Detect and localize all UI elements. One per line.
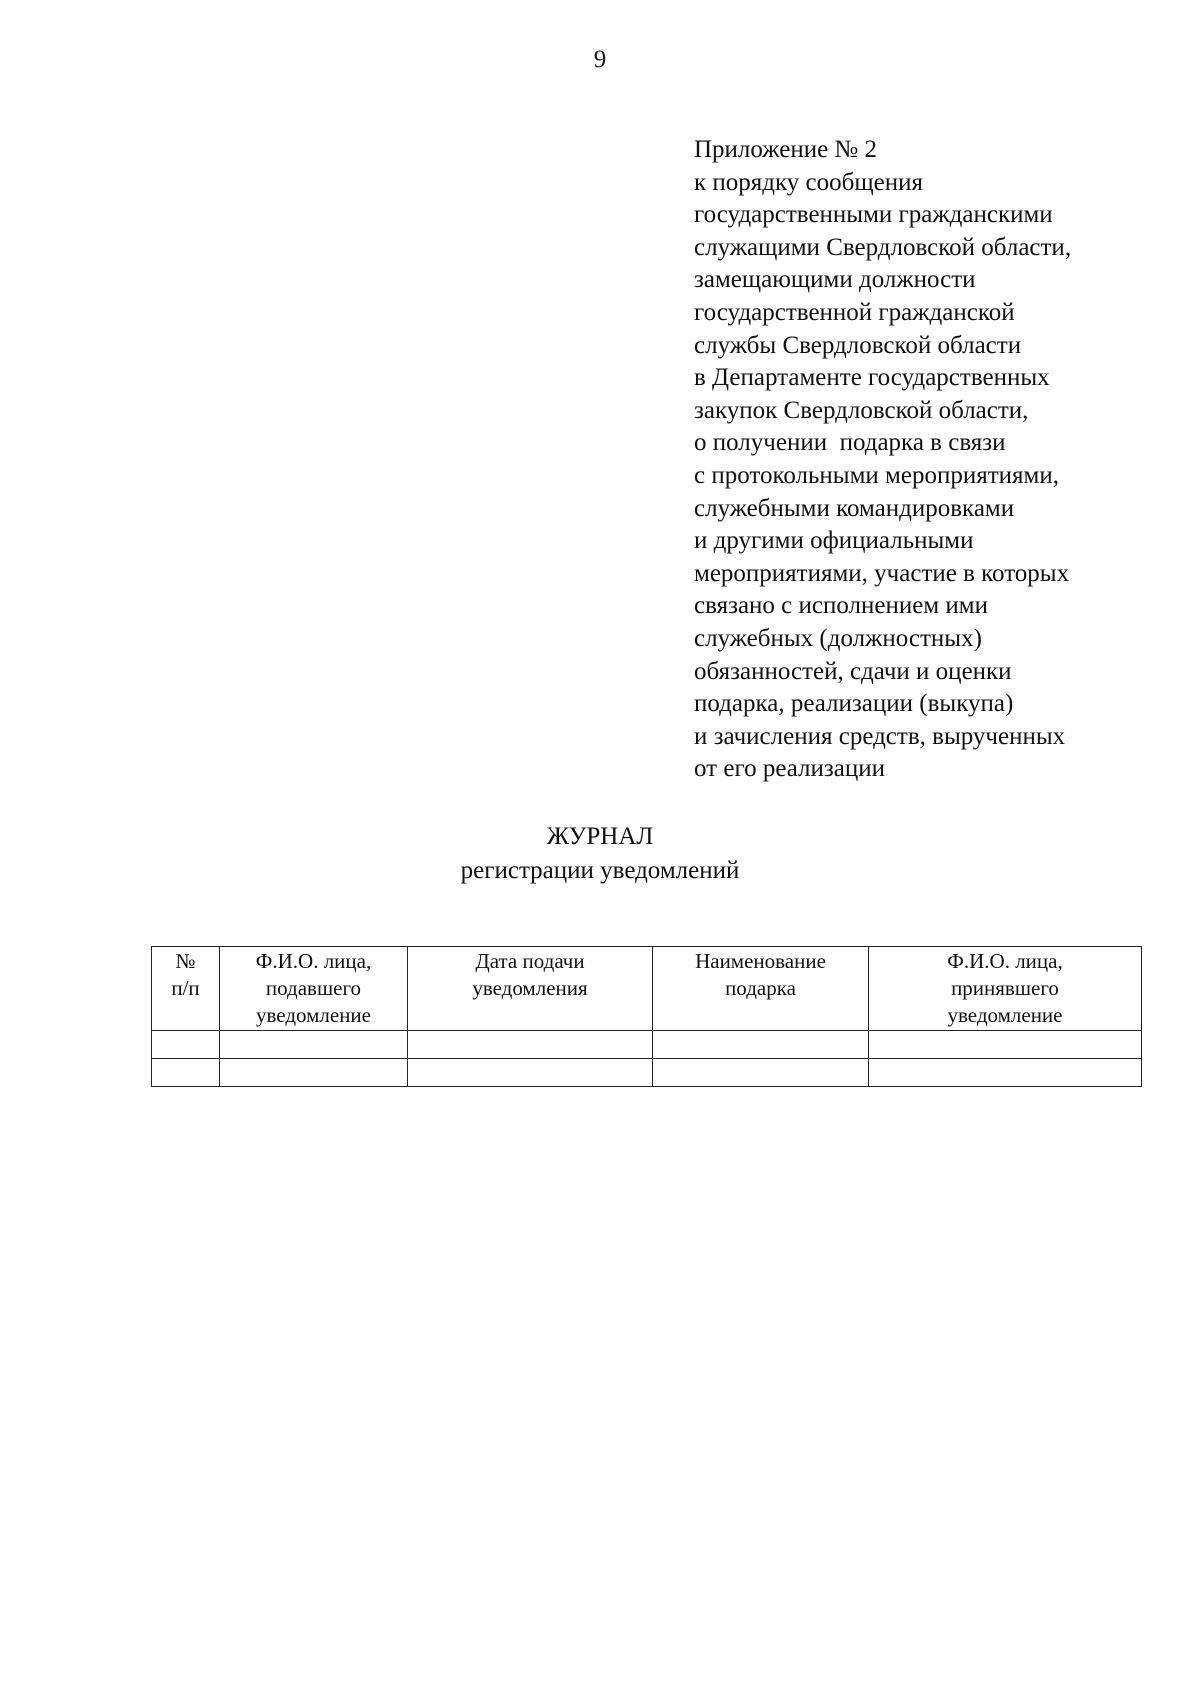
appendix-line: и зачисления средств, вырученных — [694, 722, 1066, 750]
table-cell — [220, 1031, 408, 1059]
header-number: № п/п — [152, 947, 220, 1031]
appendix-line: служащими Свердловской области, — [694, 233, 1072, 261]
appendix-block — [694, 134, 1164, 786]
appendix-line: служебными командировками — [694, 494, 1015, 522]
table-cell — [408, 1031, 653, 1059]
table-cell — [869, 1031, 1142, 1059]
header-gift-name: Наименование подарка — [653, 947, 869, 1031]
table-cell — [152, 1059, 220, 1087]
table-cell — [220, 1059, 408, 1087]
header-submission-date: Дата подачи уведомления — [408, 947, 653, 1031]
table-cell — [653, 1031, 869, 1059]
header-submitter-name: Ф.И.О. лица, подавшего уведомление — [220, 947, 408, 1031]
appendix-line: от его реализации — [694, 755, 886, 783]
table-row — [152, 1059, 1142, 1087]
appendix-line: закупок Свердловской области, — [694, 396, 1029, 424]
appendix-line: мероприятиями, участие в которых — [694, 559, 1070, 587]
appendix-line: связано с исполнением ими — [694, 592, 988, 620]
table-cell — [408, 1059, 653, 1087]
table-row — [152, 1031, 1142, 1059]
appendix-line: служебных (должностных) — [694, 624, 982, 652]
appendix-line: подарка, реализации (выкупа) — [694, 690, 1014, 718]
appendix-line: к порядку сообщения — [694, 168, 923, 196]
appendix-line: с протокольными мероприятиями, — [694, 461, 1059, 489]
table-cell — [653, 1059, 869, 1087]
appendix-line: о получении подарка в связи — [694, 429, 1006, 457]
appendix-line: в Департаменте государственных — [694, 364, 1050, 392]
appendix-line: государственной гражданской — [694, 298, 1015, 326]
table-header-row — [152, 947, 1142, 1031]
journal-table — [151, 946, 1142, 1087]
journal-subtitle: регистрации уведомлений — [460, 857, 740, 884]
table-cell — [152, 1031, 220, 1059]
appendix-line: государственными гражданскими — [694, 201, 1053, 229]
appendix-line: обязанностей, сдачи и оценки — [694, 657, 1012, 685]
page-number: 9 — [593, 46, 607, 73]
appendix-line: и другими официальными — [694, 527, 974, 555]
appendix-line: службы Свердловской области — [694, 331, 1022, 359]
appendix-line: замещающими должности — [694, 266, 976, 294]
table-cell — [869, 1059, 1142, 1087]
journal-title: ЖУРНАЛ — [546, 823, 654, 850]
appendix-line: Приложение № 2 — [694, 136, 878, 163]
header-receiver-name: Ф.И.О. лица, принявшего уведомление — [869, 947, 1142, 1031]
